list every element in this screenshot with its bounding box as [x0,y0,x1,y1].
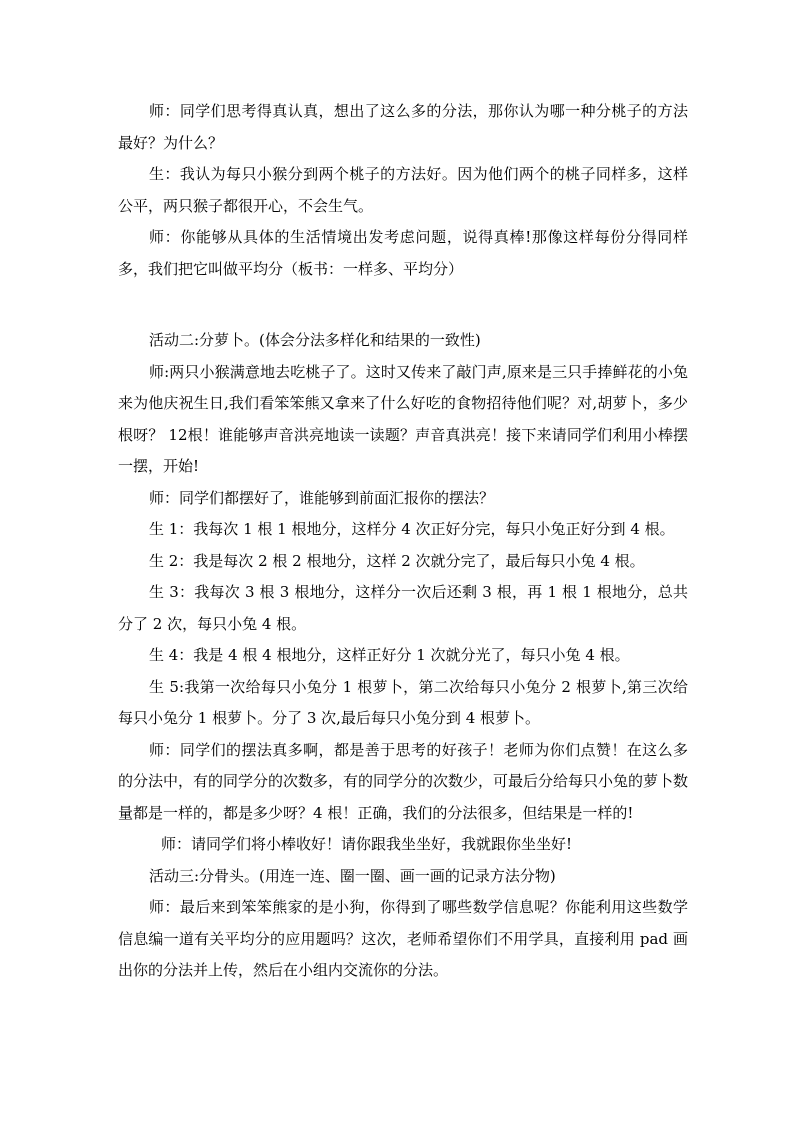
paragraph-student-1: 生 1：我每次 1 根 1 根地分，这样分 4 次正好分完，每只小兔正好分到 4 根。 [149,520,675,538]
paragraph-student-4: 生 4：我是 4 根 4 根地分，这样正好分 1 次就分光了，每只小兔 4 根。 [149,646,630,664]
paragraph-teacher-praise: 师：你能够从具体的生活情境出发考虑问题，说得真棒!那像这样每份分得同样多，我们把它叫做平均分（板书：一样多、平均分） [118,228,688,278]
document-body [118,96,688,987]
paragraph-student-2: 生 2：我是每次 2 根 2 根地分，这样 2 次就分完了，最后每只小兔 4 根。 [149,551,645,570]
paragraph-activity-two-intro: 师:两只小猴满意地去吃桃子了。这时又传来了敲门声,原来是三只手捧鲜花的小兔来为他庆祝生日,我们看笨笨熊又拿来了什么好吃的食物招待他们呢？对,胡萝卜，多少根呀？ 12根！谁能够声音洪亮地读一读题？声音真洪亮！接下来请同学们利用小棒摆一摆，开始! [118,362,688,475]
paragraph-student-5: 生 5:我第一次给每只小兔分 1 根萝卜，第二次给每只小兔分 2 根萝卜,第三次给每只小兔分 1 根萝卜。分了 3 次,最后每只小兔分到 4 根萝卜。 [118,677,688,727]
paragraph-teacher-summary: 师：同学们的摆法真多啊，都是善于思考的好孩子！老师为你们点赞！在这么多的分法中，有的同学分的次数多，有的同学分的次数少，可最后分给每只小兔的萝卜数量都是一样的，都是多少呀？4 根！正确，我们的分法很多，但结果是一样的! [118,740,689,822]
paragraph-activity-three-intro: 师：最后来到笨笨熊家的是小狗，你得到了哪些数学信息呢？你能利用这些数学信息编一道有关平均分的应用题吗？这次，老师希望你们不用学具，直接利用 pad 画出你的分法并上传，然后在小组内交流你的分法。 [118,898,688,979]
paragraph-activity-three-heading: 活动三:分骨头。(用连一连、圈一圈、画一画的记录方法分物) [149,866,556,885]
paragraph-teacher-question: 师：同学们思考得真认真，想出了这么多的分法，那你认为哪一种分桃子的方法最好？为什么？ [118,102,688,152]
paragraph-student-3: 生 3：我每次 3 根 3 根地分，这样分一次后还剩 3 根，再 1 根 1 根地分，总共分了 2 次，每只小兔 4 根。 [118,583,688,633]
paragraph-activity-two-heading: 活动二:分萝卜。(体会分法多样化和结果的一致性) [149,331,481,349]
paragraph-student-answer: 生：我认为每只小猴分到两个桃子的方法好。因为他们两个的桃子同样多，这样公平，两只猴子都很开心，不会生气。 [118,165,688,215]
section-gap [118,285,688,325]
paragraph-teacher-report-prompt: 师：同学们都摆好了，谁能够到前面汇报你的摆法？ [149,488,495,507]
paragraph-teacher-tidy-up: 师：请同学们将小棒收好！请你跟我坐坐好，我就跟你坐坐好! [161,835,573,853]
